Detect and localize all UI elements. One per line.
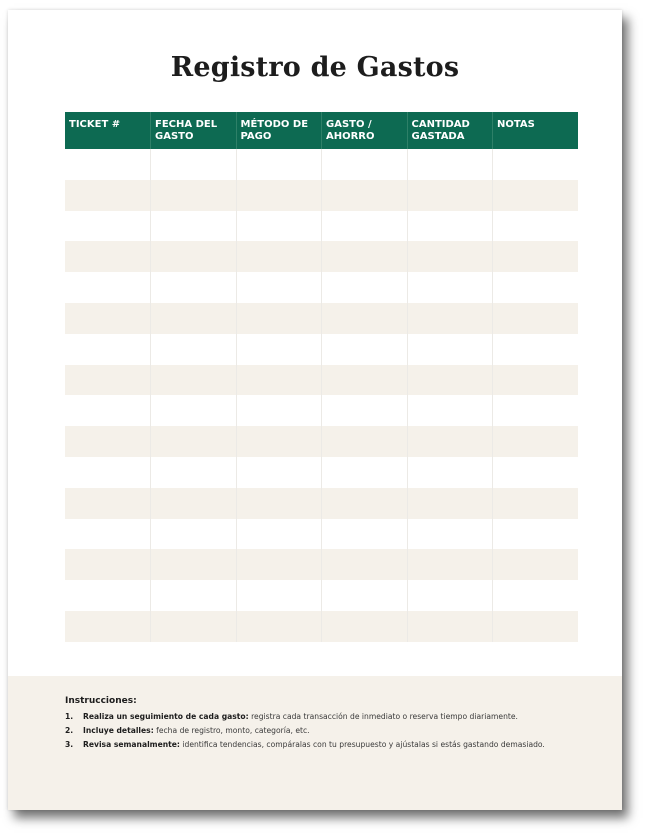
- table-cell[interactable]: [65, 241, 151, 272]
- table-cell[interactable]: [151, 488, 237, 519]
- table-cell[interactable]: [493, 519, 579, 550]
- table-cell[interactable]: [322, 211, 408, 242]
- instruction-number: 3.: [65, 740, 74, 749]
- instructions-heading: Instrucciones:: [65, 696, 137, 706]
- table-cell[interactable]: [407, 365, 493, 396]
- table-cell[interactable]: [65, 180, 151, 211]
- table-cell[interactable]: [407, 549, 493, 580]
- table-cell[interactable]: [236, 241, 322, 272]
- table-cell[interactable]: [407, 580, 493, 611]
- table-cell[interactable]: [151, 426, 237, 457]
- table-row: [65, 519, 578, 550]
- table-cell[interactable]: [151, 272, 237, 303]
- table-cell[interactable]: [322, 365, 408, 396]
- table-cell[interactable]: [407, 149, 493, 180]
- table-cell[interactable]: [151, 149, 237, 180]
- table-cell[interactable]: [236, 426, 322, 457]
- table-cell[interactable]: [407, 272, 493, 303]
- table-cell[interactable]: [322, 488, 408, 519]
- table-cell[interactable]: [407, 241, 493, 272]
- table-cell[interactable]: [322, 395, 408, 426]
- header-gasto-ahorro: GASTO / AHORRO: [322, 112, 408, 149]
- table-row: [65, 303, 578, 334]
- table-cell[interactable]: [322, 611, 408, 642]
- table-cell[interactable]: [236, 395, 322, 426]
- table-cell[interactable]: [322, 549, 408, 580]
- table-cell[interactable]: [65, 457, 151, 488]
- expense-log-sheet: [8, 10, 622, 810]
- table-cell[interactable]: [151, 241, 237, 272]
- table-row: [65, 488, 578, 519]
- table-cell[interactable]: [151, 211, 237, 242]
- table-cell[interactable]: [151, 395, 237, 426]
- table-cell[interactable]: [65, 580, 151, 611]
- table-cell[interactable]: [236, 580, 322, 611]
- table-cell[interactable]: [236, 519, 322, 550]
- table-cell[interactable]: [407, 426, 493, 457]
- table-cell[interactable]: [407, 519, 493, 550]
- table-cell[interactable]: [65, 334, 151, 365]
- table-cell[interactable]: [65, 272, 151, 303]
- table-row: [65, 365, 578, 396]
- table-cell[interactable]: [407, 395, 493, 426]
- table-cell[interactable]: [493, 488, 579, 519]
- table-cell[interactable]: [493, 334, 579, 365]
- table-row: [65, 334, 578, 365]
- table-cell[interactable]: [493, 365, 579, 396]
- instruction-lead: Revisa semanalmente:: [83, 740, 180, 749]
- instruction-item: [65, 725, 585, 736]
- table-cell[interactable]: [407, 611, 493, 642]
- table-cell[interactable]: [65, 519, 151, 550]
- table-cell[interactable]: [151, 365, 237, 396]
- table-cell[interactable]: [151, 334, 237, 365]
- table-cell[interactable]: [493, 580, 579, 611]
- table-cell[interactable]: [493, 549, 579, 580]
- table-cell[interactable]: [236, 457, 322, 488]
- table-cell[interactable]: [493, 611, 579, 642]
- header-cantidad: CANTIDAD GASTADA: [407, 112, 493, 149]
- instruction-lead: Incluye detalles:: [83, 726, 154, 735]
- instruction-text: registra cada transacción de inmediato o reserva tiempo diariamente.: [248, 712, 518, 721]
- table-cell[interactable]: [236, 334, 322, 365]
- header-fecha: FECHA DEL GASTO: [151, 112, 237, 149]
- table-cell[interactable]: [322, 580, 408, 611]
- table-row: [65, 580, 578, 611]
- table-cell[interactable]: [322, 272, 408, 303]
- expense-table: [65, 112, 578, 642]
- instruction-lead: Realiza un seguimiento de cada gasto:: [83, 712, 249, 721]
- table-cell[interactable]: [65, 211, 151, 242]
- table-cell[interactable]: [322, 241, 408, 272]
- table-cell[interactable]: [236, 272, 322, 303]
- table-cell[interactable]: [65, 303, 151, 334]
- table-row: [65, 272, 578, 303]
- instruction-item: [65, 739, 585, 750]
- table-cell[interactable]: [493, 180, 579, 211]
- table-cell[interactable]: [322, 457, 408, 488]
- table-cell[interactable]: [151, 519, 237, 550]
- table-row: [65, 426, 578, 457]
- table-header-row: [65, 112, 578, 149]
- table-cell[interactable]: [151, 611, 237, 642]
- table-cell[interactable]: [236, 180, 322, 211]
- table-cell[interactable]: [236, 211, 322, 242]
- table-cell[interactable]: [493, 149, 579, 180]
- table-cell[interactable]: [322, 149, 408, 180]
- table-cell[interactable]: [493, 241, 579, 272]
- table-row: [65, 611, 578, 642]
- page-title: Registro de Gastos: [170, 52, 460, 83]
- table-row: [65, 211, 578, 242]
- table-cell[interactable]: [322, 426, 408, 457]
- table-cell[interactable]: [493, 211, 579, 242]
- table-row: [65, 180, 578, 211]
- table-row: [65, 241, 578, 272]
- table-row: [65, 395, 578, 426]
- table-row: [65, 149, 578, 180]
- table-cell[interactable]: [65, 149, 151, 180]
- instruction-item: [65, 711, 585, 722]
- table-cell[interactable]: [65, 365, 151, 396]
- table-body: [65, 149, 578, 642]
- table-cell[interactable]: [151, 303, 237, 334]
- table-cell[interactable]: [407, 334, 493, 365]
- table-cell[interactable]: [236, 149, 322, 180]
- table-cell[interactable]: [407, 303, 493, 334]
- table-cell[interactable]: [65, 611, 151, 642]
- table-cell[interactable]: [322, 180, 408, 211]
- table-cell[interactable]: [151, 180, 237, 211]
- instruction-number: 1.: [65, 712, 74, 721]
- table-cell[interactable]: [65, 549, 151, 580]
- table-row: [65, 549, 578, 580]
- table-cell[interactable]: [493, 303, 579, 334]
- table-cell[interactable]: [407, 488, 493, 519]
- instructions-panel: [8, 676, 622, 810]
- table-cell[interactable]: [65, 395, 151, 426]
- table-cell[interactable]: [236, 549, 322, 580]
- instruction-text: identifica tendencias, compáralas con tu presupuesto y ajústalas si estás gastando demasiado.: [179, 740, 545, 749]
- table-cell[interactable]: [236, 303, 322, 334]
- instruction-number: 2.: [65, 726, 74, 735]
- table-cell[interactable]: [151, 457, 237, 488]
- table-cell[interactable]: [322, 334, 408, 365]
- table-cell[interactable]: [493, 272, 579, 303]
- header-metodo: MÉTODO DE PAGO: [236, 112, 322, 149]
- table-cell[interactable]: [65, 426, 151, 457]
- table-cell[interactable]: [151, 549, 237, 580]
- table-cell[interactable]: [65, 488, 151, 519]
- header-notas: NOTAS: [493, 112, 579, 149]
- instruction-text: fecha de registro, monto, categoría, etc.: [153, 726, 310, 735]
- table-cell[interactable]: [407, 457, 493, 488]
- table-cell[interactable]: [322, 519, 408, 550]
- table-cell[interactable]: [407, 211, 493, 242]
- table-cell[interactable]: [236, 365, 322, 396]
- table-cell[interactable]: [322, 303, 408, 334]
- table-cell[interactable]: [236, 611, 322, 642]
- header-ticket: TICKET #: [65, 112, 151, 149]
- table-cell[interactable]: [151, 580, 237, 611]
- table-cell[interactable]: [493, 395, 579, 426]
- instructions-list: [65, 711, 585, 753]
- table-cell[interactable]: [493, 426, 579, 457]
- table-row: [65, 457, 578, 488]
- table-cell[interactable]: [493, 457, 579, 488]
- table-cell[interactable]: [407, 180, 493, 211]
- table-cell[interactable]: [236, 488, 322, 519]
